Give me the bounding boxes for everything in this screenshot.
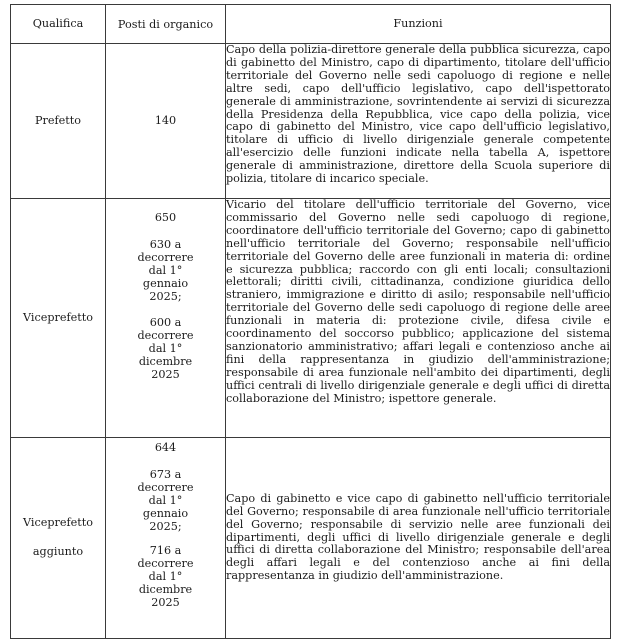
header-funzioni: Funzioni: [226, 5, 611, 44]
table-row: [11, 44, 611, 199]
header-qualifica: Qualifica: [11, 5, 106, 44]
qualifica-line: Viceprefetto: [23, 516, 93, 530]
posti-value: 140: [154, 113, 177, 127]
posti-value: 673 a decorrere dal 1° gennaio 2025;: [137, 467, 194, 533]
qualifica-cell: Prefetto: [11, 44, 106, 199]
funzioni-cell: Vicario del titolare dell'ufficio territoriale del Governo, vice commissario del Governo nelle sedi capoluogo di regione, coordinatore dell'ufficio territoriale del Governo; capo di gabinetto nell'ufficio territoriale del Governo; responsabile nell'ufficio territoriale del Governo delle aree funzionali in materia di: ordine e sicurezza pubblica; raccordo con gli enti locali; consultazioni elettorali; diritti civili, cittadinanza, condizione giuridica dello straniero, immigrazione e diritto di asilo; responsabile nell'ufficio territoriale del Governo delle sedi capoluogo di regione delle aree funzionali in materia di: protezione civile, difesa civile e coordinamento del soccorso pubblico; applicazione del sistema sanzionatorio amministrativo; affari legali e contenzioso anche ai fini della rappresentanza in giudizio dell'amministrazione; responsabile di area funzionale nell'ambito dei dipartimenti, degli uffici centrali di livello dirigenziale generale e degli uffici di diretta collaborazione del Ministro; ispettore generale.: [226, 199, 611, 438]
posti-value: 650: [154, 211, 177, 224]
posti-value: 630 a decorrere dal 1° gennaio 2025;: [137, 237, 194, 303]
qualifica-cell: [11, 438, 106, 639]
qualifica-line: aggiunto: [32, 545, 84, 558]
posti-value: 600 a decorrere dal 1° dicembre 2025: [137, 316, 194, 382]
posti-cell: [106, 438, 226, 639]
funzioni-cell: Capo di gabinetto e vice capo di gabinetto nell'ufficio territoriale del Governo; responsabile di area funzionale nell'ufficio territoriale del Governo; responsabile di servizio nelle aree funzionali dei dipartimenti, degli uffici di livello dirigenziale generale e degli uffici di diretta collaborazione del Ministro; responsabile dell'area degli affari legali e del contenzioso anche ai fini della rappresentanza in giudizio dell'amministrazione.: [226, 438, 611, 639]
qualifica-cell: Viceprefetto: [11, 199, 106, 438]
posti-value: 644: [154, 441, 177, 454]
funzioni-cell: Capo della polizia-direttore generale della pubblica sicurezza, capo di gabinetto del Ministro, capo di dipartimento, titolare dell'ufficio territoriale del Governo nelle sedi capoluogo di regione e nelle altre sedi, capo dell'ufficio legislativo, capo dell'ispettorato generale di amministrazione, sovrintendente ai servizi di sicurezza della Presidenza della Repubblica, vice capo della polizia, vice capo di gabinetto del Ministro, vice capo dell'ufficio legislativo, titolare di ufficio di livello dirigenziale generale competente all'esercizio delle funzioni indicate nella tabella A, ispettore generale di amministrazione, direttore della Scuola superiore di polizia, titolare di incarico speciale.: [226, 44, 611, 199]
organico-table: [10, 4, 611, 639]
table-header-row: [11, 5, 611, 44]
table-row: [11, 199, 611, 438]
header-posti: Posti di organico: [106, 5, 226, 44]
posti-cell: [106, 199, 226, 438]
table-row: [11, 438, 611, 639]
posti-value: 716 a decorrere dal 1° dicembre 2025: [137, 544, 194, 610]
posti-cell: [106, 44, 226, 199]
